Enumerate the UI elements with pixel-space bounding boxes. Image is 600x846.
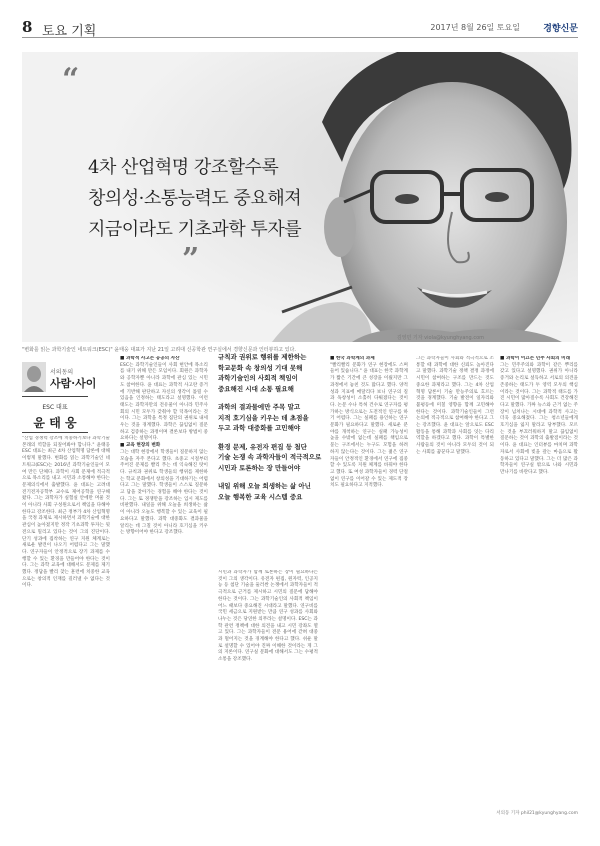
- newspaper-name: 경향신문: [543, 24, 578, 34]
- body-text: ESC는 과학기술인들이 사회 현안에 목소리를 내기 위해 만든 모임이다. 회원은 과학자와 공학자뿐 아니라 과학에 관심 있는 시민도 참여한다. 윤 대표는 과학적 사고란 증거에 기반해 판단하고 자신의 생각이 틀릴 수 있음을 인정하는 태도라고 설명했다. 이런 태도는 과학자만의 전유물이 아니라 민주사회의 시민 모두가 갖춰야 할 덕목이라는 것이다. 그는 과학을 특정 집단의 권위로 내세우는 것을 경계했다. 과학은 끊임없이 질문하고 검증하는 과정이며 결론보다 방법이 중요하다는 설명이다.: [120, 362, 208, 442]
- body-column-2: [120, 356, 208, 836]
- divider: [22, 432, 88, 433]
- pull-quote-line: 두고 과학 대중화를 고민해야: [218, 424, 301, 432]
- series-label: 서의동의: [50, 369, 74, 376]
- interviewee-name: 윤 태 웅: [33, 416, 77, 430]
- body-text: 그는 대학 현장에서 학생들이 질문하지 않는 모습을 자주 본다고 했다. 초중고 시절부터 주어진 문제를 빨리 푸는 데 익숙해진 탓이다. 규칙과 권위로 학생들의 행위를 제한하는 학교 문화에서 창의성을 기대하기는 어렵다고 그는 말했다. 학생들이 스스로 질문하고 답을 찾아가는 경험을 해야 한다는 것이다. 그는 또 경쟁만을 강조하는 입시 제도를 비판했다. 내일을 위해 오늘을 희생하는 삶이 아니라 오늘도 행복할 수 있는 교육이 필요하다고 말했다. 과학 대중화도 결과물을 알리는 데 그칠 것이 아니라 호기심을 키우는 방향이어야 한다고 강조했다.: [120, 449, 208, 536]
- pull-quote-line: 과학의 결과물에만 주목 말고: [218, 403, 301, 411]
- pull-quote-line: 규칙과 권위로 행위를 제한하는: [218, 353, 307, 361]
- page-header: [22, 18, 578, 38]
- issue-date: 2017년 8월 26일 토요일: [430, 23, 520, 32]
- headline-line: 4차 산업혁명 강조할수록: [88, 157, 279, 178]
- pull-quote-line: 과학기술인의 사회적 책임이: [218, 374, 298, 382]
- pull-quote-line: 오늘 행복한 교육 시스템 중요: [218, 492, 303, 501]
- photo-credit: 김영민 기자 viola@kyunghyang.com: [396, 335, 484, 341]
- series-title: 사람·사이: [50, 377, 97, 390]
- pull-quote-line: 시민과 토론하는 장 만들어야: [218, 463, 301, 472]
- headline-line: 창의성·소통능력도 중요해져: [88, 188, 302, 209]
- body-column-4: [330, 356, 408, 836]
- close-quote-mark: ”: [182, 242, 200, 277]
- pull-quote-group: [218, 481, 330, 502]
- divider: [22, 396, 88, 397]
- pull-quote-group: [218, 402, 330, 434]
- pull-quote-group: [218, 352, 330, 394]
- reporter-avatar: [22, 362, 46, 392]
- body-text: 시민과 과학자가 함께 토론하는 장이 필요하다는 것이 그의 생각이다. 유전자 편집, 원자력, 인공지능 등 첨단 기술을 둘러싼 논쟁에서 과학자들이 적극적으로 근거를 제시하고 시민의 질문에 답해야 한다는 것이다. 그는 과학기술인의 사회적 책임이 어느 때보다 중요해진 시대라고 말했다. 연구비를 국민 세금으로 지원받는 만큼 연구 성과를 사회와 나누는 것은 당연한 의무라는 설명이다. ESC는 과학 관련 정책에 대한 의견을 내고 시민 강좌도 열고 있다. 그는 과학자들이 전문 용어에 갇혀 대중과 멀어지는 것을 경계해야 한다고 했다. 쉬운 말로 설명할 수 있어야 진짜 이해한 것이라는 게 그의 지론이다. 연구실 문화에 대해서도 그는 수평적 소통을 강조했다.: [218, 570, 318, 663]
- body-text: 그는 과학자들이 사회와 적극적으로 소통할 때 과학에 대한 신뢰도 높아진다고 말했다. 과학기술 정책 결정 과정에 시민이 참여하는 구조를 만드는 것도 중요한 과제라고 했다. 그는 4차 산업혁명 담론이 기술 만능주의로 흐르는 것을 경계했다. 기술 발전이 일자리와 불평등에 미칠 영향을 함께 고민해야 한다는 것이다. 과학기술인들이 그런 논의에 적극적으로 참여해야 한다고 그는 강조했다. 윤 대표는 앞으로도 ESC 활동을 통해 과학과 사회를 잇는 다리 역할을 하겠다고 했다. 과학이 특별한 사람들의 것이 아니라 모두의 것이 되는 사회를 꿈꾼다고 말했다.: [416, 356, 494, 455]
- reporter-signature: 서의동 기자 phil21@kyunghyang.com: [496, 811, 578, 816]
- section-title: 토요 기획: [42, 24, 97, 39]
- pull-quote-line: 기술 논쟁 속 과학자들이 적극적으로: [218, 453, 322, 461]
- subheading: ■ 교육 현장의 변화: [120, 443, 161, 449]
- subheading: ■ 과학적 사고는 공공의 자산: [120, 356, 180, 361]
- body-column-5: [416, 356, 494, 836]
- body-text: 그는 민주주의와 과학이 같은 뿌리를 갖고 있다고 설명했다. 권위가 아니라 증거와 논리로 설득하고 서로의 의견을 존중하는 태도가 두 영역 모두의 핵심이라는 것이다. 그는 과학적 태도를 가진 시민이 많아질수록 사회도 건강해진다고 말했다. 가짜 뉴스와 근거 없는 주장이 넘쳐나는 시대에 과학적 사고는 더욱 중요해졌다. 그는 청소년들에게 호기심을 잃지 말라고 당부했다. 모르는 것을 부끄러워하지 말고 끊임없이 질문하는 것이 과학의 출발점이라는 것이다. 윤 대표는 인터뷰를 마치며 과학자로서 사회에 빚을 갚는 마음으로 활동하고 있다고 말했다. 그는 더 많은 과학자들이 연구실 밖으로 나와 시민과 만나기를 바란다고 했다.: [500, 362, 578, 475]
- headline: [88, 152, 348, 245]
- pull-quote-line: 환경 문제, 유전자 편집 등 첨단: [218, 442, 307, 451]
- pull-quote-group: [218, 442, 330, 474]
- photo-caption: "변화를 읽는 과학기술인 네트워크(ESC)" 윤태웅 대표가 지난 21일 고려대 신공학관 연구실에서 경향신문과 인터뷰하고 있다.: [22, 347, 296, 353]
- body-text: "산업 경쟁력 강조에 치중하기보다 과학기술 본래의 역할을 되짚어봐야 합니다." 윤태웅 ESC 대표는 최근 4차 산업혁명 담론에 대해 이렇게 말했다. 변화를 읽는 과학기술인 네트워크(ESC)는 2016년 과학기술인들이 모여 만든 단체다. 과학이 사회 문제에 적극적으로 목소리를 내고 시민과 소통해야 한다는 문제의식에서 출발했다. 윤 대표는 고려대 전기전자공학부 교수로 제어공학을 연구해왔다. 그는 과학자가 실험실 안에만 머물 것이 아니라 사회 구성원으로서 책임을 다해야 한다고 강조한다. 최근 정부가 4차 산업혁명을 국정 과제로 제시하면서 과학기술에 대한 관심이 높아졌지만 정작 기초과학 투자는 뒷전으로 밀리고 있다는 것이 그의 진단이다. 단기 성과에 집착하는 연구 지원 체계로는 새로운 발견이 나오기 어렵다고 그는 말했다. 연구자들이 안정적으로 장기 과제를 수행할 수 있는 환경을 만들어야 한다는 것이다. 그는 과학 교육에 대해서도 문제를 제기했다. 정답을 빨리 찾는 훈련에 치중한 교육으로는 창의적 인재를 길러낼 수 없다는 것이다.: [22, 436, 110, 589]
- pull-quote-line: 지적 호기심을 키우는 데 초점을: [218, 413, 309, 422]
- subheading: ■ 한국 과학계의 과제: [330, 356, 375, 361]
- page-number: 8: [22, 18, 33, 36]
- pull-quote-line: 학교문화 속 창의성 기대 못해: [218, 363, 303, 372]
- pull-quote-line: 내일 위해 오늘 희생하는 삶 아닌: [218, 482, 311, 490]
- pull-quote-line: 중요해진 시대 소통 필요해: [218, 384, 294, 393]
- interviewee-role: ESC 대표: [42, 404, 68, 411]
- open-quote-mark: “: [62, 62, 80, 97]
- subheading: ■ 과학이 이끄는 민주 사회의 미래: [500, 356, 571, 361]
- hero-photo: [22, 52, 578, 342]
- body-column-3: [218, 570, 318, 836]
- body-column-1: [22, 436, 110, 836]
- body-text: "빨리빨리 문화가 연구 현장에도 스며들어 있습니다." 윤 대표는 한국 과학계가 짧은 기간에 큰 성장을 이뤘지만 그 과정에서 놓친 것도 많다고 했다. 양적 성과 지표에 매달리다 보니 연구의 질과 독창성이 소홀히 다뤄졌다는 것이다. 논문 수나 특허 건수로 연구자를 평가하는 방식으로는 도전적인 연구를 하기 어렵다. 그는 실패를 용인하는 연구 문화가 필요하다고 말했다. 새로운 분야를 개척하는 연구는 실패 가능성이 높을 수밖에 없는데 실패를 책임으로 묻는 구조에서는 누구도 모험을 하려 하지 않는다는 것이다. 그는 젊은 연구자들이 안정적인 환경에서 연구에 집중할 수 있도록 지원 체계를 바꿔야 한다고 했다. 또 여성 과학자들이 경력 단절 없이 연구를 이어갈 수 있는 제도적 장치도 필요하다고 지적했다.: [330, 362, 408, 489]
- headline-line: 지금이라도 기초과학 투자를: [88, 219, 302, 240]
- pull-quote: [218, 352, 330, 510]
- body-column-6: [500, 356, 578, 806]
